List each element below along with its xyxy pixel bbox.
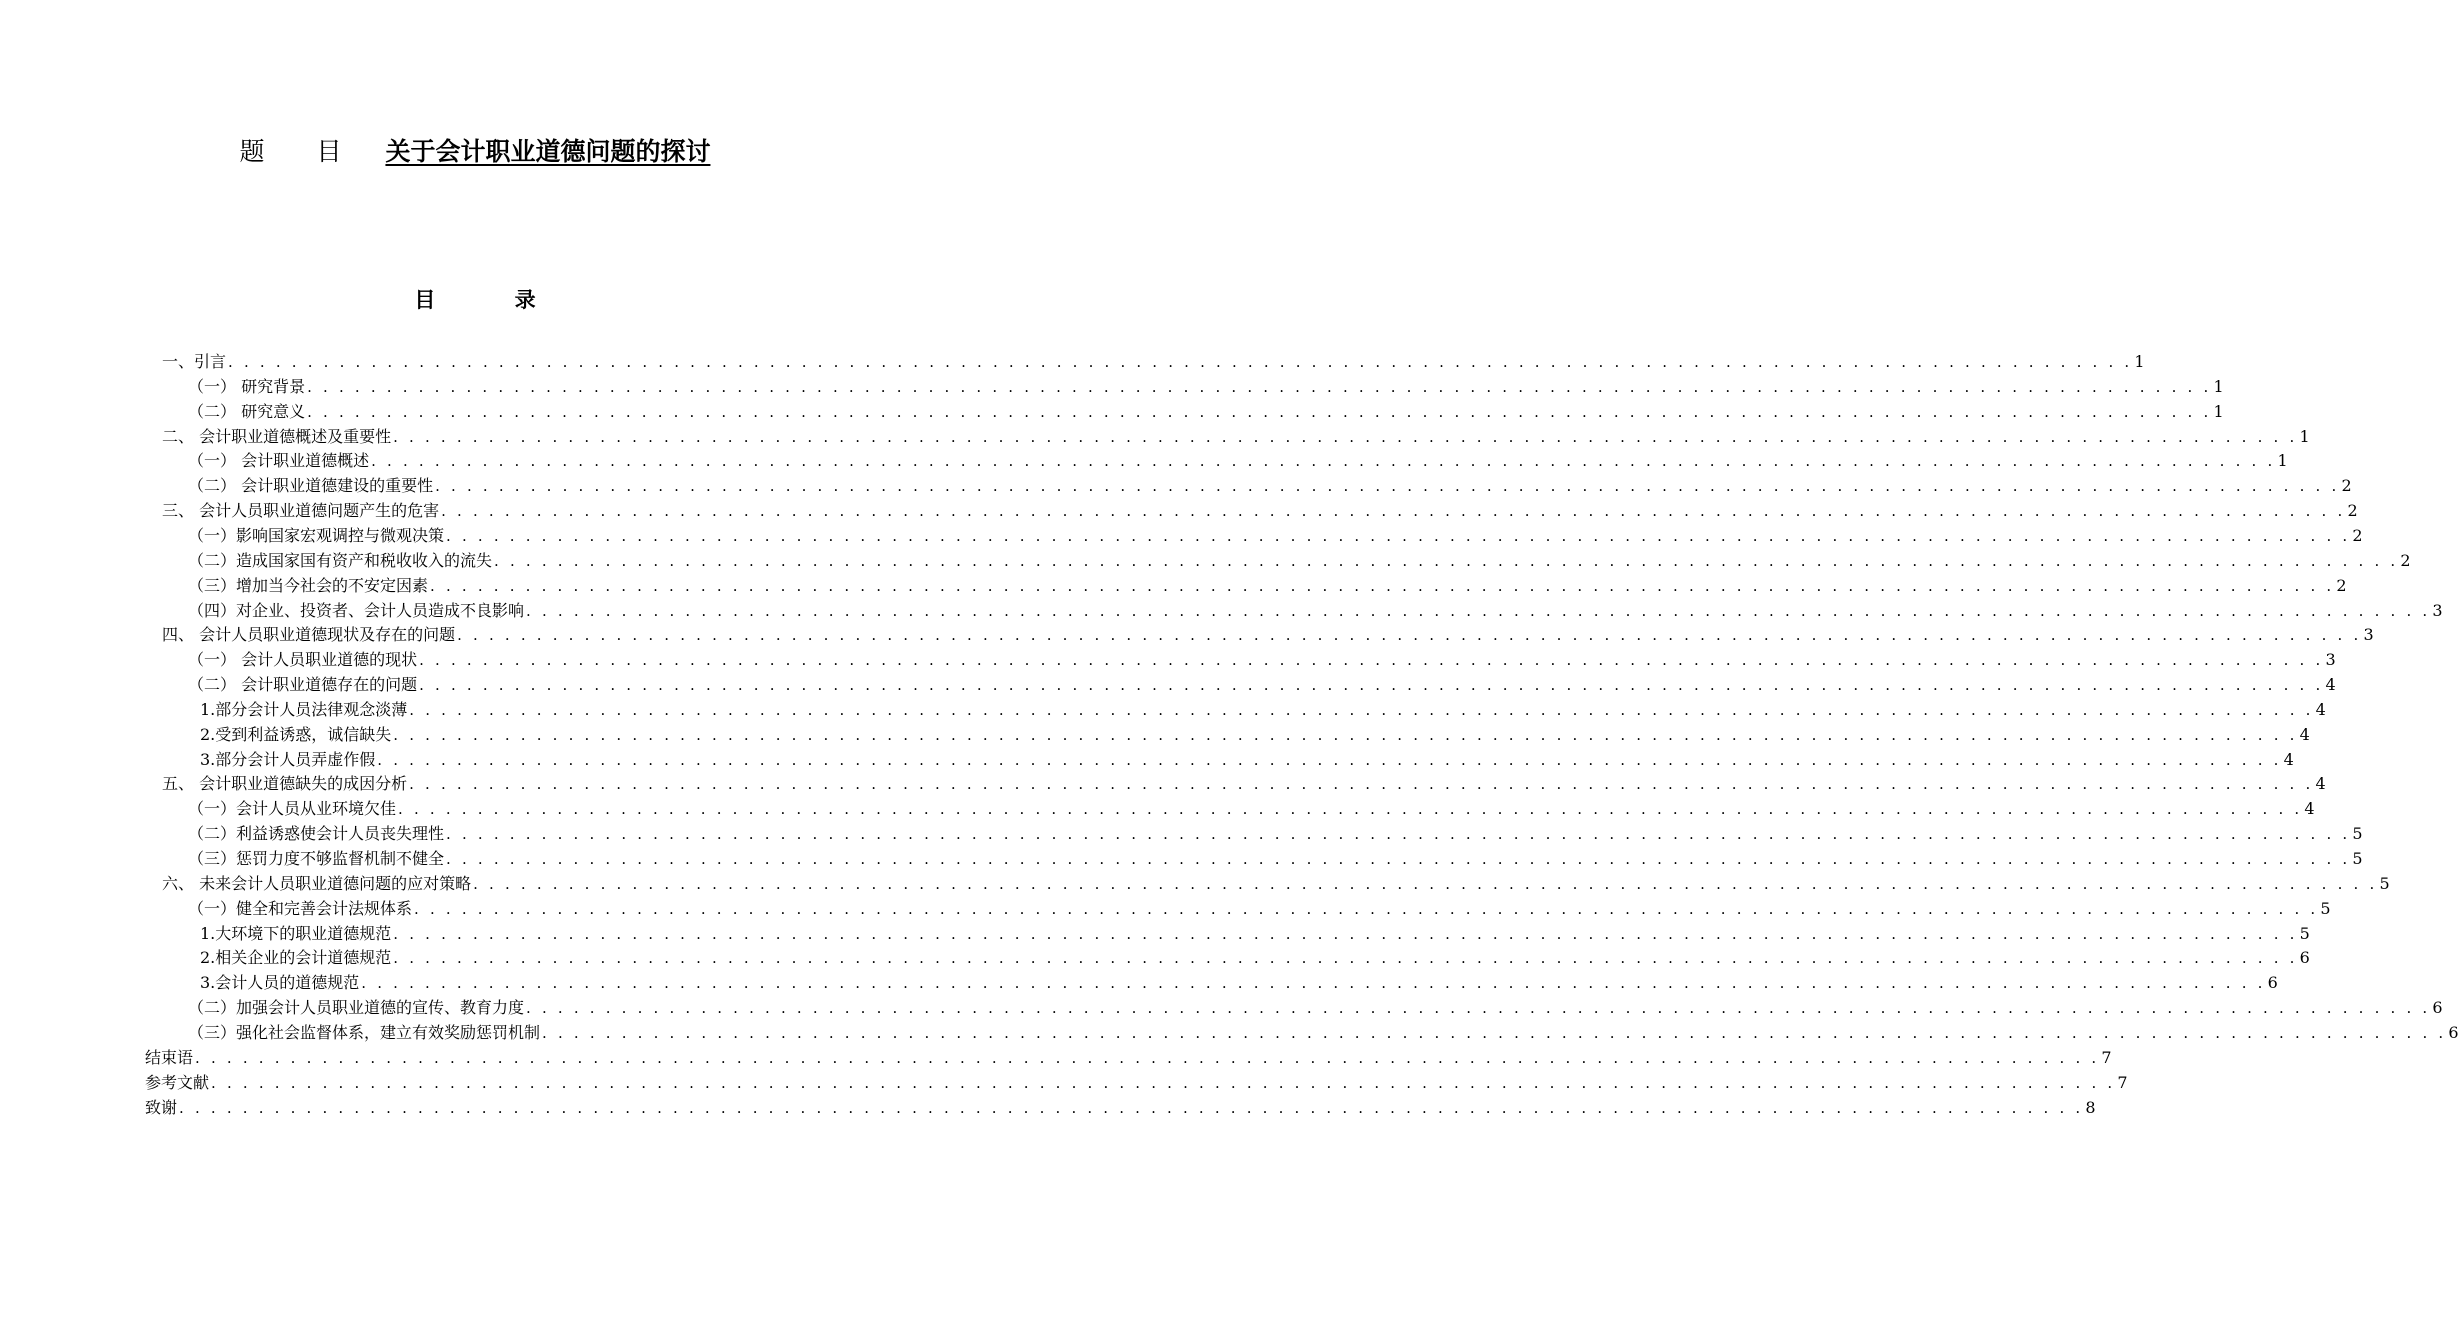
toc-entry-title: 结束语	[145, 1047, 194, 1067]
toc-entry[interactable]	[200, 922, 2310, 947]
toc-entry[interactable]	[188, 897, 2331, 922]
toc-entry[interactable]	[188, 599, 2443, 624]
toc-entry-page: 5	[2352, 849, 2363, 868]
toc-entry-page: 1	[2134, 352, 2145, 371]
toc-entry-page: 1	[2213, 401, 2224, 421]
toc-entry[interactable]	[200, 748, 2294, 773]
toc-entry-page: 3	[2325, 650, 2336, 670]
toc-entry[interactable]	[188, 549, 2411, 574]
toc-entry[interactable]	[188, 648, 2336, 673]
toc-entry[interactable]	[188, 375, 2224, 400]
toc-leader-dots: . . . . . . . . . . . . . . . . . . . . . . . . . . . . . . . . . . . . . . . . . . . . . . . . . . . . . . . . . . . . . . . . . . . . . . . . . . . . . . . . . . . . . . . . . . . . . . . . . . . . . . . . . . . . . . . . . . . . . . . .	[419, 676, 2324, 695]
toc-entry[interactable]	[145, 1046, 2112, 1071]
title-label: 题 目	[239, 137, 364, 166]
toc-entry-page: 5	[2379, 873, 2390, 893]
toc-leader-dots: . . . . . . . . . . . . . . . . . . . . . . . . . . . . . . . . . . . . . . . . . . . . . . . . . . . . . . . . . . . . . . . . . . . . . . . . . . . . . . . . . . . . . . . . . . . . . . . . . . . . . . . . . . . . . . . . . . . . . . . .	[393, 725, 2298, 744]
toc-leader-dots: . . . . . . . . . . . . . . . . . . . . . . . . . . . . . . . . . . . . . . . . . . . . . . . . . . . . . . . . . . . . . . . . . . . . . . . . . . . . . . . . . . . . . . . . . . . . . . . . . . . . . . . . . . . . . . . . . . . . . . . .	[441, 502, 2346, 521]
toc-leader-dots: . . . . . . . . . . . . . . . . . . . . . . . . . . . . . . . . . . . . . . . . . . . . . . . . . . . . . . . . . . . . . . . . . . . . . . . . . . . . . . . . . . . . . . . . . . . . . . . . . . . . . . . . . . . . . . . . . . . . . . . .	[361, 974, 2266, 993]
toc-entry-title: 1.大环境下的职业道德规范	[200, 923, 392, 943]
toc-entry-page: 5	[2320, 898, 2331, 918]
toc-entry[interactable]	[188, 524, 2363, 549]
toc-entry-page: 6	[2432, 998, 2443, 1018]
toc-entry-title: （二） 会计职业道德建设的重要性	[188, 476, 434, 496]
toc-entry-page: 4	[2315, 774, 2326, 794]
toc-entry[interactable]	[200, 946, 2310, 971]
toc-entry[interactable]	[188, 847, 2363, 872]
toc-heading: 目 录	[414, 288, 572, 312]
toc-entry[interactable]	[145, 1071, 2128, 1096]
toc-leader-dots: . . . . . . . . . . . . . . . . . . . . . . . . . . . . . . . . . . . . . . . . . . . . . . . . . . . . . . . . . . . . . . . . . . . . . . . . . . . . . . . . . . . . . . . . . . . . . . . . . . . . . . . . . . . . . . . . . . . . . . . .	[446, 850, 2351, 868]
toc-leader-dots: . . . . . . . . . . . . . . . . . . . . . . . . . . . . . . . . . . . . . . . . . . . . . . . . . . . . . . . . . . . . . . . . . . . . . . . . . . . . . . . . . . . . . . . . . . . . . . . . . . . . . . . . . . . . . . . . . . . . . . . .	[473, 874, 2378, 893]
toc-entry-page: 5	[2299, 923, 2310, 943]
title-text: 关于会计职业道德问题的探讨	[385, 137, 711, 166]
toc-entry-page: 2	[2347, 501, 2358, 521]
toc-entry-page: 4	[2283, 749, 2294, 769]
toc-entry-title: （三）增加当今社会的不安定因素	[188, 575, 429, 595]
toc-leader-dots: . . . . . . . . . . . . . . . . . . . . . . . . . . . . . . . . . . . . . . . . . . . . . . . . . . . . . . . . . . . . . . . . . . . . . . . . . . . . . . . . . . . . . . . . . . . . . . . . . . . . . . . . . . . . . . . . . . . . . . . .	[377, 750, 2282, 769]
toc-entry[interactable]	[145, 1096, 2096, 1121]
toc-entry-page: 2	[2352, 525, 2363, 545]
toc-entry[interactable]	[200, 698, 2326, 723]
toc-entry-page: 2	[2336, 575, 2347, 595]
toc-entry-title: （一）影响国家宏观调控与微观决策	[188, 525, 445, 545]
toc-entry-title: （四）对企业、投资者、会计人员造成不良影响	[188, 600, 525, 620]
toc-entry-title: （二） 会计职业道德存在的问题	[188, 675, 418, 695]
toc-entry-title: （二）利益诱惑使会计人员丧失理性	[188, 824, 445, 844]
toc-entry[interactable]	[188, 574, 2347, 599]
toc-entry-page: 2	[2341, 476, 2352, 496]
toc-leader-dots: . . . . . . . . . . . . . . . . . . . . . . . . . . . . . . . . . . . . . . . . . . . . . . . . . . . . . . . . . . . . . . . . . . . . . . . . . . . . . . . . . . . . . . . . . . . . . . . . . . . . . . . . . . . . . . . . . . . . . . . .	[393, 427, 2298, 446]
toc-leader-dots: . . . . . . . . . . . . . . . . . . . . . . . . . . . . . . . . . . . . . . . . . . . . . . . . . . . . . . . . . . . . . . . . . . . . . . . . . . . . . . . . . . . . . . . . . . . . . . . . . . . . . . . . . . . . . . . . . . . . . . . .	[430, 576, 2335, 595]
toc-entry-title: 四、 会计人员职业道德现状及存在的问题	[162, 625, 456, 645]
toc-entry[interactable]	[188, 996, 2443, 1021]
toc-leader-dots: . . . . . . . . . . . . . . . . . . . . . . . . . . . . . . . . . . . . . . . . . . . . . . . . . . . . . . . . . . . . . . . . . . . . . . . . . . . . . . . . . . . . . . . . . . . . . . . . . . . . . . . . . . . . . . . . . . . . . . . .	[211, 1073, 2116, 1092]
toc-entry-title: 三、 会计人员职业道德问题产生的危害	[162, 501, 440, 521]
toc-leader-dots: . . . . . . . . . . . . . . . . . . . . . . . . . . . . . . . . . . . . . . . . . . . . . . . . . . . . . . . . . . . . . . . . . . . . . . . . . . . . . . . . . . . . . . . . . . . . . . . . . . . . . . . . . . . . . . . . . . . . . . . .	[195, 1048, 2100, 1067]
toc-leader-dots: . . . . . . . . . . . . . . . . . . . . . . . . . . . . . . . . . . . . . . . . . . . . . . . . . . . . . . . . . . . . . . . . . . . . . . . . . . . . . . . . . . . . . . . . . . . . . . . . . . . . . . . . . . . . . . . . . . . . . . . .	[457, 626, 2362, 645]
document-title	[0, 134, 950, 170]
toc-entry-title: （一）会计人员从业环境欠佳	[188, 799, 397, 819]
toc-entry-page: 2	[2400, 550, 2411, 570]
toc-entry-page: 7	[2117, 1072, 2128, 1092]
toc-entry-title: （一） 会计职业道德概述	[188, 451, 370, 471]
toc-entry-page: 6	[2267, 973, 2278, 993]
toc-leader-dots: . . . . . . . . . . . . . . . . . . . . . . . . . . . . . . . . . . . . . . . . . . . . . . . . . . . . . . . . . . . . . . . . . . . . . . . . . . . . . . . . . . . . . . . . . . . . . . . . . . . . . . . . . . . . . . . . . . . . . . . .	[307, 377, 2212, 396]
toc-entry-title: 六、 未来会计人员职业道德问题的应对策略	[162, 873, 472, 893]
toc-entry[interactable]	[162, 350, 2145, 375]
toc-entry-page: 3	[2432, 600, 2443, 620]
toc-entry[interactable]	[162, 772, 2326, 797]
toc-entry-title: 2.相关企业的会计道德规范	[200, 948, 392, 968]
toc-leader-dots: . . . . . . . . . . . . . . . . . . . . . . . . . . . . . . . . . . . . . . . . . . . . . . . . . . . . . . . . . . . . . . . . . . . . . . . . . . . . . . . . . . . . . . . . . . . . . . . . . . . . . . . . . . . . . . . . . . . . . . . .	[494, 551, 2399, 570]
toc-entry-title: （二） 研究意义	[188, 401, 306, 421]
toc-entry-page: 5	[2352, 824, 2363, 844]
toc-leader-dots: . . . . . . . . . . . . . . . . . . . . . . . . . . . . . . . . . . . . . . . . . . . . . . . . . . . . . . . . . . . . . . . . . . . . . . . . . . . . . . . . . . . . . . . . . . . . . . . . . . . . . . . . . . . . . . . . . . . . . . . .	[179, 1098, 2084, 1117]
toc-entry-page: 4	[2304, 799, 2315, 819]
toc-leader-dots: . . . . . . . . . . . . . . . . . . . . . . . . . . . . . . . . . . . . . . . . . . . . . . . . . . . . . . . . . . . . . . . . . . . . . . . . . . . . . . . . . . . . . . . . . . . . . . . . . . . . . . . . . . . . . . . . . . . . . . . .	[526, 601, 2431, 620]
toc-entry[interactable]	[200, 971, 2278, 996]
toc-leader-dots: . . . . . . . . . . . . . . . . . . . . . . . . . . . . . . . . . . . . . . . . . . . . . . . . . . . . . . . . . . . . . . . . . . . . . . . . . . . . . . . . . . . . . . . . . . . . . . . . . . . . . . . . . . . . . . . . . . . . . . . .	[419, 651, 2324, 670]
toc-entry-title: 致谢	[145, 1097, 178, 1117]
toc-entry-page: 6	[2299, 948, 2310, 968]
toc-entry[interactable]	[162, 499, 2358, 524]
toc-leader-dots: . . . . . . . . . . . . . . . . . . . . . . . . . . . . . . . . . . . . . . . . . . . . . . . . . . . . . . . . . . . . . . . . . . . . . . . . . . . . . . . . . . . . . . . . . . . . . . . . . . . . . . . . . . . . . . . . . . . . . . . .	[446, 825, 2351, 844]
toc-entry-title: （二）造成国家国有资产和税收收入的流失	[188, 550, 493, 570]
toc-entry-title: 1.部分会计人员法律观念淡薄	[200, 699, 408, 719]
toc-entry[interactable]	[188, 449, 2288, 474]
toc-entry-title: 3.会计人员的道德规范	[200, 973, 360, 993]
toc-leader-dots: . . . . . . . . . . . . . . . . . . . . . . . . . . . . . . . . . . . . . . . . . . . . . . . . . . . . . . . . . . . . . . . . . . . . . . . . . . . . . . . . . . . . . . . . . . . . . . . . . . . . . . . . . . . . . . . . . . . . . . . .	[307, 402, 2212, 421]
toc-entry-page: 4	[2315, 699, 2326, 719]
toc-entry[interactable]	[162, 872, 2390, 897]
toc-leader-dots: . . . . . . . . . . . . . . . . . . . . . . . . . . . . . . . . . . . . . . . . . . . . . . . . . . . . . . . . . . . . . . . . . . . . . . . . . . . . . . . . . . . . . . . . . . . . . . . . . . . . . . . . . . . . . . . . . . . . . . . .	[414, 899, 2319, 918]
toc-entry[interactable]	[188, 822, 2363, 847]
toc-entry-title: 参考文献	[145, 1072, 210, 1092]
toc-entry-title: （三）惩罚力度不够监督机制不健全	[188, 849, 445, 868]
toc-leader-dots: . . . . . . . . . . . . . . . . . . . . . . . . . . . . . . . . . . . . . . . . . . . . . . . . . . . . . . . . . . . . . . . . . . . . . . . . . . . . . . . . . . . . . . . . . . . . . . . . . . . . . . . . . . . . . . . . . . . . . . . .	[393, 949, 2298, 968]
toc-entry-page: 1	[2277, 451, 2288, 471]
toc-leader-dots: . . . . . . . . . . . . . . . . . . . . . . . . . . . . . . . . . . . . . . . . . . . . . . . . . . . . . . . . . . . . . . . . . . . . . . . . . . . . . . . . . . . . . . . . . . . . . . . . . . . . . . . . . . . . . . . . . . . . . . . .	[446, 526, 2351, 545]
toc-entry-title: （一） 会计人员职业道德的现状	[188, 650, 418, 670]
toc-entry[interactable]	[162, 623, 2374, 648]
toc-entry[interactable]	[162, 425, 2310, 450]
toc-entry-title: 2.受到利益诱惑，诚信缺失	[200, 724, 392, 744]
toc-entry-title: 二、 会计职业道德概述及重要性	[162, 426, 392, 446]
toc-entry-title: （三）强化社会监督体系，建立有效奖励惩罚机制	[188, 1022, 541, 1042]
toc-entry[interactable]	[188, 474, 2352, 499]
toc-leader-dots: . . . . . . . . . . . . . . . . . . . . . . . . . . . . . . . . . . . . . . . . . . . . . . . . . . . . . . . . . . . . . . . . . . . . . . . . . . . . . . . . . . . . . . . . . . . . . . . . . . . . . . . . . . . . . . . . . . . . . . . .	[393, 924, 2298, 943]
toc-entry-title: 五、 会计职业道德缺失的成因分析	[162, 774, 408, 794]
toc-entry-page: 6	[2448, 1022, 2459, 1042]
toc-entry-page: 3	[2363, 625, 2374, 645]
toc-leader-dots: . . . . . . . . . . . . . . . . . . . . . . . . . . . . . . . . . . . . . . . . . . . . . . . . . . . . . . . . . . . . . . . . . . . . . . . . . . . . . . . . . . . . . . . . . . . . . . . . . . . . . . . . . . . . . . . . . . . . . . . .	[409, 775, 2314, 794]
toc-entry-title: （一）健全和完善会计法规体系	[188, 898, 413, 918]
toc-entry-title: 一、引言	[162, 352, 227, 371]
toc-entry-page: 4	[2325, 675, 2336, 695]
toc-leader-dots: . . . . . . . . . . . . . . . . . . . . . . . . . . . . . . . . . . . . . . . . . . . . . . . . . . . . . . . . . . . . . . . . . . . . . . . . . . . . . . . . . . . . . . . . . . . . . . . . . . . . . . . . . . . . . . . . . . . . . . . .	[371, 452, 2276, 471]
toc-leader-dots: . . . . . . . . . . . . . . . . . . . . . . . . . . . . . . . . . . . . . . . . . . . . . . . . . . . . . . . . . . . . . . . . . . . . . . . . . . . . . . . . . . . . . . . . . . . . . . . . . . . . . . . . . . . . . . . . . . . . . . . .	[409, 700, 2314, 719]
toc-entry-page: 8	[2085, 1097, 2096, 1117]
toc-entry-title: 3.部分会计人员弄虚作假	[200, 749, 376, 769]
toc-leader-dots: . . . . . . . . . . . . . . . . . . . . . . . . . . . . . . . . . . . . . . . . . . . . . . . . . . . . . . . . . . . . . . . . . . . . . . . . . . . . . . . . . . . . . . . . . . . . . . . . . . . . . . . . . . . . . . . . . . . . . . . .	[435, 477, 2340, 496]
toc-leader-dots: . . . . . . . . . . . . . . . . . . . . . . . . . . . . . . . . . . . . . . . . . . . . . . . . . . . . . . . . . . . . . . . . . . . . . . . . . . . . . . . . . . . . . . . . . . . . . . . . . . . . . . . . . . . . . . . . . . . . . . . .	[542, 1023, 2447, 1042]
toc-entry[interactable]	[188, 797, 2315, 822]
toc-entry-page: 1	[2213, 376, 2224, 396]
toc-entry[interactable]	[188, 673, 2336, 698]
toc-entry[interactable]	[188, 1021, 2459, 1046]
toc-entry[interactable]	[188, 400, 2224, 425]
toc-entry-title: （二）加强会计人员职业道德的宣传、教育力度	[188, 998, 525, 1018]
toc-entry-page: 4	[2299, 724, 2310, 744]
toc-entry-title: （一） 研究背景	[188, 376, 306, 396]
toc-leader-dots: . . . . . . . . . . . . . . . . . . . . . . . . . . . . . . . . . . . . . . . . . . . . . . . . . . . . . . . . . . . . . . . . . . . . . . . . . . . . . . . . . . . . . . . . . . . . . . . . . . . . . . . . . . . . . . . . . . . . . . . .	[526, 999, 2431, 1018]
toc-leader-dots: . . . . . . . . . . . . . . . . . . . . . . . . . . . . . . . . . . . . . . . . . . . . . . . . . . . . . . . . . . . . . . . . . . . . . . . . . . . . . . . . . . . . . . . . . . . . . . . . . . . . . . . . . . . . . . . . . . . . . . . .	[228, 353, 2133, 371]
toc-leader-dots: . . . . . . . . . . . . . . . . . . . . . . . . . . . . . . . . . . . . . . . . . . . . . . . . . . . . . . . . . . . . . . . . . . . . . . . . . . . . . . . . . . . . . . . . . . . . . . . . . . . . . . . . . . . . . . . . . . . . . . . .	[398, 800, 2303, 819]
toc-entry[interactable]	[200, 723, 2310, 748]
toc-entry-page: 1	[2299, 426, 2310, 446]
toc-entry-page: 7	[2101, 1047, 2112, 1067]
